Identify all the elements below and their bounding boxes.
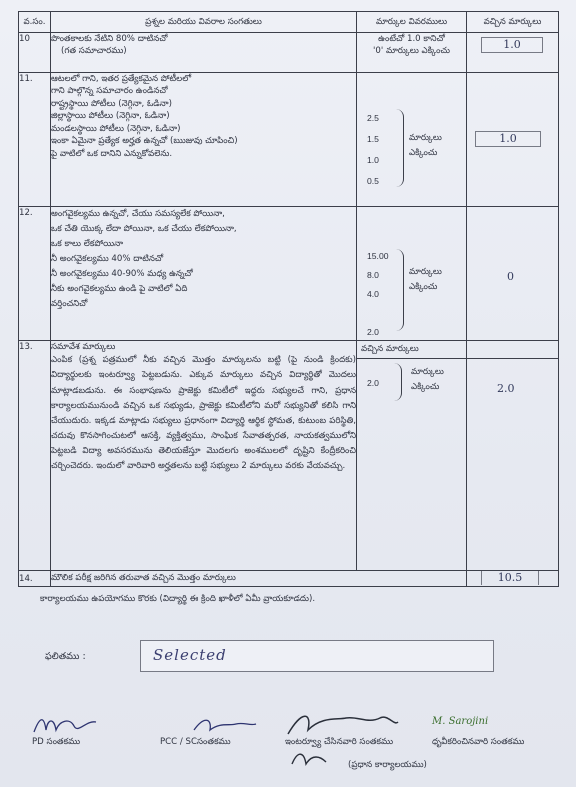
desc-line: ఒక కాలు లేకపోయినా xyxy=(51,239,124,250)
desc-line: రాష్ట్రస్థాయి పోటీలు (నెగ్గినా, ఓడినా) xyxy=(51,98,172,109)
table-row xyxy=(19,73,559,207)
marks-value: 8.0 xyxy=(367,270,379,280)
desc-line: ఆటలలో గాని, ఇతర ప్రత్యేకమైన పోటీలలో xyxy=(51,74,192,84)
desc-line: ఒక చేతి యొక్క లేదా పోయినా, ఒక చేయు లేకపోయినా, xyxy=(51,224,237,235)
desc-line: ఇంకా ఏమైనా ప్రత్యేక అర్హత ఉన్నచో (ఋజువు చూపించి) xyxy=(51,136,238,147)
row-score-cell xyxy=(467,571,559,587)
brace-text: ఎక్కించు xyxy=(409,282,438,292)
table-row xyxy=(19,33,559,73)
desc-title: సమావేశ మార్కులు xyxy=(51,342,116,352)
row-number: 14. xyxy=(19,571,51,587)
score-box: 1.0 xyxy=(475,131,541,147)
score-box: 1.0 xyxy=(481,37,543,53)
score-value: 2.0 xyxy=(497,382,515,395)
marks-value: 2.5 xyxy=(367,113,379,123)
row-description xyxy=(51,571,467,587)
marks-line: ఉంటేచో 1.0 కానిచో xyxy=(378,34,445,44)
brace-text: ఎక్కించు xyxy=(409,148,438,158)
marks-value: 1.5 xyxy=(367,134,379,144)
row-score-cell xyxy=(467,207,559,341)
marks-value: 1.0 xyxy=(367,155,379,165)
row-marks xyxy=(357,73,467,207)
header-marks-obtained: వచ్చిన మార్కులు xyxy=(467,12,559,33)
row-number: 13. xyxy=(19,341,51,571)
desc-line: గాని పాల్గొన్న సమాచారం ఉండినచో xyxy=(51,86,168,97)
pd-signature-label: PD సంతకము xyxy=(32,737,81,747)
row-description xyxy=(51,33,357,73)
row-marks xyxy=(357,341,467,571)
table-row xyxy=(19,207,559,341)
pd-signature-mark xyxy=(30,712,100,740)
marks-value: 4.0 xyxy=(367,289,379,299)
interviewer-signature-label: ఇంటర్వ్యూ చేసినవారి సంతకము xyxy=(285,737,394,747)
header-marks-details: మార్కుల వివరములు xyxy=(357,12,467,33)
table-row xyxy=(19,341,559,571)
row-description xyxy=(51,73,357,207)
row-marks xyxy=(357,207,467,341)
marks-value: 0.5 xyxy=(367,176,379,186)
header-description: ప్రశ్నల మరియు వివరాల సంగతులు xyxy=(51,12,357,33)
marks-line: '0' మార్కులు ఎక్కించు xyxy=(373,46,450,57)
marks-table xyxy=(18,11,559,587)
desc-line: నీకు అంగవైకల్యము ఉండి పై వాటిలో ఏది xyxy=(51,284,188,295)
result-box xyxy=(140,640,494,672)
row-score-cell xyxy=(467,341,559,571)
score-box: 10.5 xyxy=(481,571,539,585)
row-number: 10 xyxy=(19,33,51,73)
row-number: 11. xyxy=(19,73,51,207)
table-header-row xyxy=(19,12,559,33)
desc-line: నీ అంగవైకల్యము 40% దాటినచో xyxy=(51,254,164,265)
desc-line: పై వాటిలో ఒక దానిని ఎన్నుకోవలెను. xyxy=(51,148,173,159)
row-number: 12. xyxy=(19,207,51,341)
pcc-signature-mark xyxy=(190,714,260,736)
desc-line: జిల్లాస్థాయి పోటీలు (నెగ్గినా, ఓడినా) xyxy=(51,111,170,122)
marks-value: 15.00 xyxy=(367,251,389,261)
desc-line: నీ అంగవైకల్యము 40-90% మధ్య ఉన్నచో xyxy=(51,269,193,280)
row-score-cell xyxy=(467,73,559,207)
marks-value: 2.0 xyxy=(367,327,379,337)
brace-text: మార్కులు xyxy=(409,133,442,143)
result-value: Selected xyxy=(153,646,227,664)
desc-line: వర్తించనిచో xyxy=(51,299,88,310)
desc-line: పొంతకాలకు నేటిని 80% దాటినచో xyxy=(51,34,168,44)
result-label: ఫలితము : xyxy=(45,651,86,662)
brace-mark xyxy=(395,249,404,331)
row-description xyxy=(51,207,357,341)
desc-line: మౌలిక పరీక్ష జరిగిన తరువాత వచ్చిన మొత్తం మార్కులు xyxy=(51,573,236,583)
verifier-signature-label: ధృవీకరించినవారి సంతకము xyxy=(432,737,525,747)
marks-subheader: వచ్చిన మార్కులు xyxy=(357,341,466,359)
pcc-signature-label: PCC / SCసంతకము xyxy=(160,737,231,747)
verifier-name: M. Sarojini xyxy=(432,716,489,727)
desc-paragraph: ఎంపిక (ప్రశ్న పత్రములో నీకు వచ్చిన మొత్తం మార్కులను బట్టి (పై నుండి క్రిందకు) విద్యార్థులకు ఇంటర్వ్యూ పెట్టబడును. ఎక్కువ మార్కులు వచ్చిన విద్యార్థితో మొదలు మాట్లాడబడును. ఈ సంభాషణను ప్రాజెక్టు కమిటీలో ఇద్దరు సభ్యులచే గాని, ప్రధాన కార్యాలయమునుండి వచ్చిన ఒక సభ్యుడు, ప్రాజెక్టు కమిటీలోని మరో సభ్యునితో కలిసి గాని చేయుదురు. ఇక్కడ మాట్లాడు సభ్యులు ప్రధానంగా విద్యార్థి ఆర్థిక స్థోమత, కుటుంబ పరిస్థితి, చదువు కొనసాగించుటలో ఆసక్తి, వ్యక్తిత్వము, సాంఘిక సేవాతత్పరత, నాయకత్వములోని పెట్టబడి విద్యా అవసరమును తెలియజేస్తూ మొదలగు అంశములలో దృష్టిని కేంద్రీకరించి చర్చించెదరు. ఇందులో వారివారి అర్హతలను బట్టి సభ్యులు 2 మార్కులు వరకు వేయవచ్చు. xyxy=(51,355,356,471)
header-serial: వ.సం. xyxy=(19,12,51,33)
row-marks xyxy=(357,33,467,73)
table-row xyxy=(19,571,559,587)
interviewer-signature-sublabel: (ప్రధాన కార్యాలయము) xyxy=(348,760,427,770)
desc-line: (గత సమాచారము) xyxy=(61,46,127,57)
brace-mark xyxy=(393,363,402,401)
office-use-note: కార్యాలయము ఉపయోగము కొరకు (విద్యార్థి ఈ క్రింది ఖాళీలో ఏమీ వ్రాయకూడదు). xyxy=(40,594,316,604)
brace-mark xyxy=(395,109,404,187)
desc-line: మండలస్థాయి పోటీలు (నెగ్గినా, ఓడినా) xyxy=(51,123,181,134)
brace-text: మార్కులు xyxy=(409,267,442,277)
row-score-cell xyxy=(467,33,559,73)
brace-text: ఎక్కించు xyxy=(411,382,440,392)
brace-text: మార్కులు xyxy=(411,367,444,377)
row-description xyxy=(51,341,357,571)
score-value: 0 xyxy=(507,270,514,283)
marks-value: 2.0 xyxy=(367,378,379,388)
desc-line: అంగవైకల్యము ఉన్నచో, చేయు సమస్యలేక పోయినా, xyxy=(51,209,225,219)
